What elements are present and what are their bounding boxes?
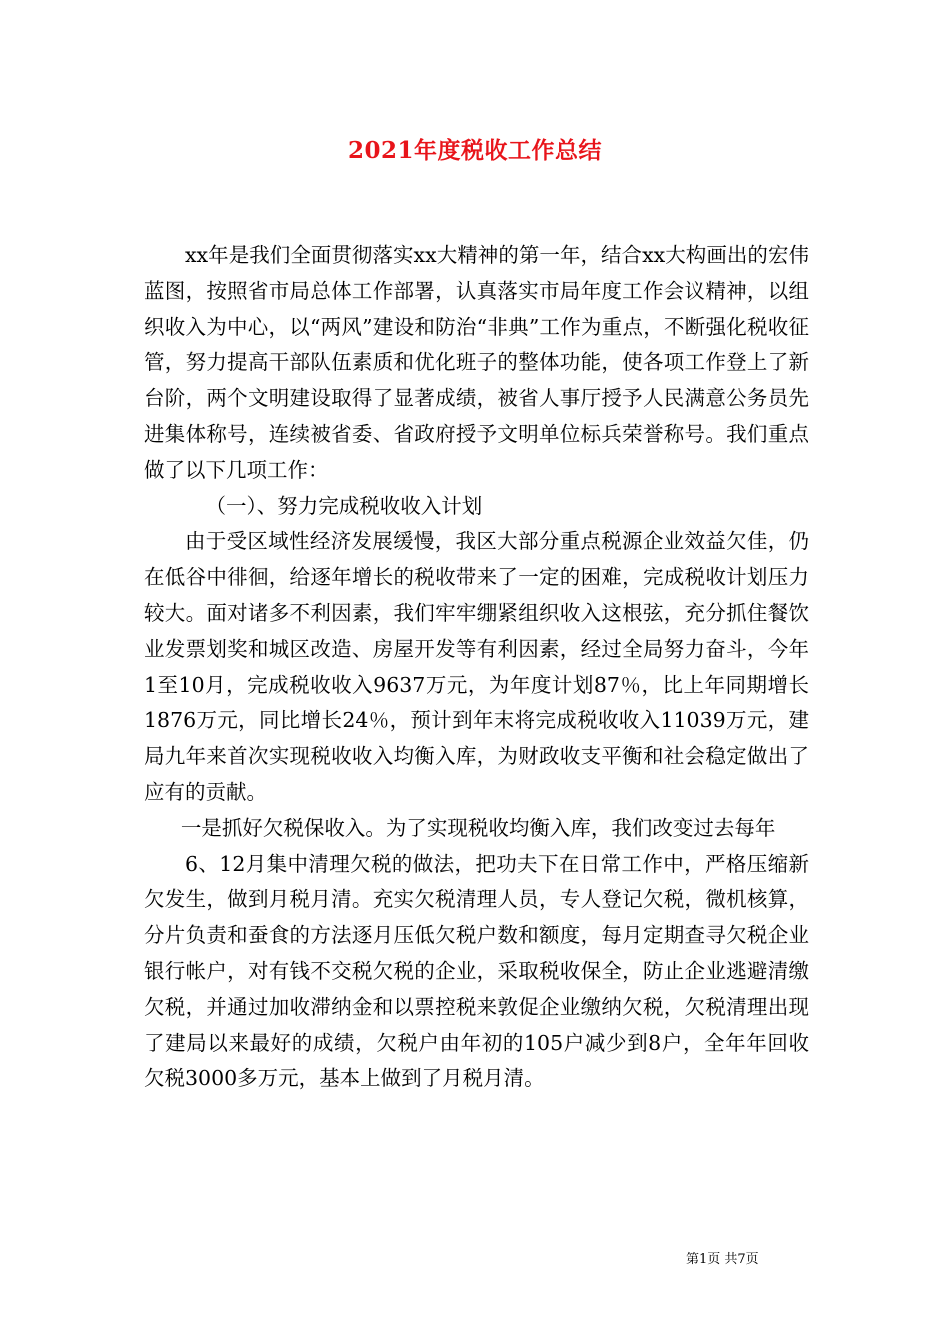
document-body bbox=[144, 238, 809, 1097]
page-title: 2021年度税收工作总结 bbox=[347, 137, 602, 164]
section-heading: （一）、努力完成税收收入计划 bbox=[205, 493, 483, 518]
paragraph-intro: xx年是我们全面贯彻落实xx大精神的第一年，结合xx大构画出的宏伟蓝图，按照省市局总体工作部署，认真落实市局年度工作会议精神，以组织收入为中心，以“两风”建设和防治“非典”工作为重点，不断强化税收征管，努力提高干部队伍素质和优化班子的整体功能，使各项工作登上了新台阶，两个文明建设取得了显著成绩，被省人事厅授予人民满意公务员先进集体称号，连续被省委、省政府授予文明单位标兵荣誉称号。我们重点做了以下几项工作： bbox=[144, 243, 809, 482]
paragraph-arrears-lead: 一是抓好欠税保收入。为了实现税收均衡入库，我们改变过去每年 bbox=[180, 815, 776, 840]
page-footer: 第1页 共7页 bbox=[686, 1252, 759, 1267]
paragraph-revenue: 由于受区域性经济发展缓慢，我区大部分重点税源企业效益欠佳，仍在低谷中徘徊，给逐年增长的税收带来了一定的困难，完成税收计划压力较大。面对诸多不利因素，我们牢牢绷紧组织收入这根弦，充分抓住餐饮业发票划奖和城区改造、房屋开发等有利因素，经过全局努力奋斗，今年1至10月，完成税收收入9637万元，为年度计划87％，比上年同期增长1876万元，同比增长24％，预计到年末将完成税收收入11039万元，建局九年来首次实现税收收入均衡入库，为财政收支平衡和社会稳定做出了应有的贡献。 bbox=[144, 529, 809, 804]
paragraph-arrears-detail: 6、12月集中清理欠税的做法，把功夫下在日常工作中，严格压缩新欠发生，做到月税月清。充实欠税清理人员，专人登记欠税，微机核算，分片负责和蚕食的方法逐月压低欠税户数和额度，每月定期查寻欠税企业银行帐户，对有钱不交税欠税的企业，采取税收保全，防止企业逃避清缴欠税，并通过加收滞纳金和以票控税来敦促企业缴纳欠税，欠税清理出现了建局以来最好的成绩，欠税户由年初的105户减少到8户，全年年回收欠税3000多万元，基本上做到了月税月清。 bbox=[144, 851, 809, 1091]
